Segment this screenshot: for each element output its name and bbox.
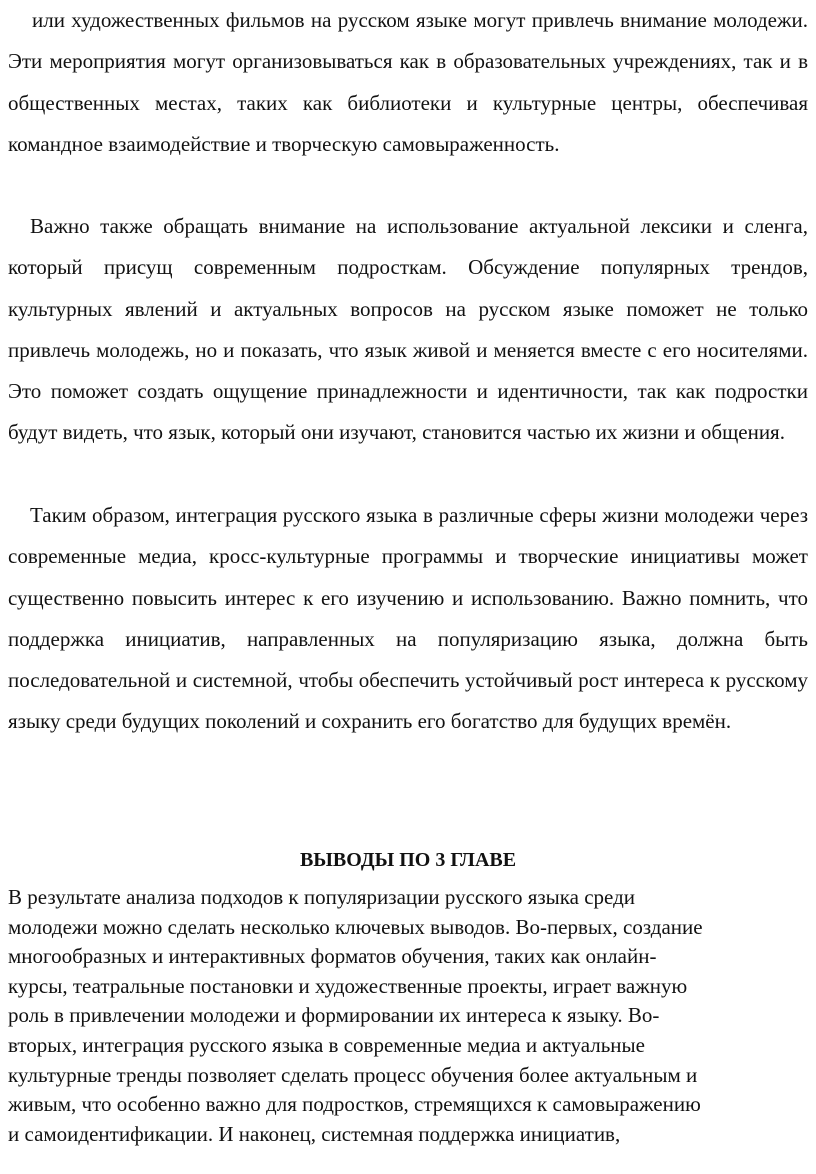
text-line: курсы, театральные постановки и художественные проекты, играет важную [8,973,688,998]
text-line: живым, что особенно важно для подростков, стремящихся к самовыражению [8,1092,701,1117]
paragraph-continuation: или художественных фильмов на русском языке могут привлечь внимание молодежи. Эти мероприятия могут организовываться как в образовательных учреждениях, так и в общественных местах, таких как библиотеки и культурные центры, обеспечивая командное взаимодействие и творческую самовыраженность. [8,8,808,156]
paragraph-chapter-conclusions [8,883,808,1149]
text-line: многообразных и интерактивных форматов обучения, таких как онлайн- [8,944,657,969]
text-line: молодежи можно сделать несколько ключевых выводов. Во-первых, создание [8,914,703,939]
text-line: вторых, интеграция русского языка в современные медиа и актуальные [8,1032,645,1057]
text-line: В результате анализа подходов к популяризации русского языка среди [8,885,636,909]
text-line: роль в привлечении молодежи и формировании их интереса к языку. Во- [8,1003,660,1028]
paragraph-conclusion: Таким образом, интеграция русского языка в различные сферы жизни молодежи через современные медиа, кросс-культурные программы и творческие инициативы может существенно повысить интерес к его изучению и использованию. Важно помнить, что поддержка инициатив, направленных на популяризацию языка, должна быть последовательной и системной, чтобы обеспечить устойчивый рост интереса к русскому языку среди будущих поколений и сохранить его богатство для будущих времён. [8,503,808,734]
text-line: культурные тренды позволяет сделать процесс обучения более актуальным и [8,1062,698,1087]
section-heading: ВЫВОДЫ ПО 3 ГЛАВЕ [299,849,517,871]
paragraph-modern-vocabulary: Важно также обращать внимание на использование актуальной лексики и сленга, который присущ современным подросткам. Обсуждение популярных трендов, культурных явлений и актуальных вопросов на русском языке поможет не только привлечь молодежь, но и показать, что язык живой и меняется вместе с его носителями. Это поможет создать ощущение принадлежности и идентичности, так как подростки будут видеть, что язык, который они изучают, становится частью их жизни и общения. [8,214,808,445]
text-line: и самоидентификации. И наконец, системная поддержка инициатив, [8,1121,621,1146]
